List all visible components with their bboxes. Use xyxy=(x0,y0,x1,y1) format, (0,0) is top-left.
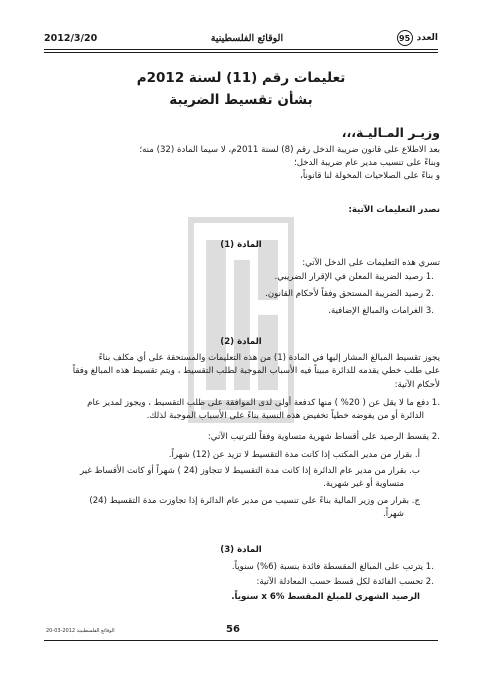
article-1-item xyxy=(42,306,434,317)
article-2-subitem: ب. بقرار من مدير عام الدائرة إذا كانت مدة التقسيط لا تتجاوز (24 ) شهراً أو كانت الأقساط غير xyxy=(80,466,420,476)
issue-statement: نصدر التعليمات الآتية: xyxy=(348,205,440,215)
item-number: .2 xyxy=(425,289,434,299)
article-2-paragraph-line: يجوز تقسيط المبالغ المشار إليها في المادة (1) من هذه التعليمات والمستحقة على أي مكلف بناءً xyxy=(98,353,440,363)
issue-label: العدد xyxy=(416,33,438,43)
article-2-item-1-line: .1 دفع ما لا يقل عن ( 20% ) منها كدفعة أولى لدى الموافقة على طلب التقسيط ، ويجوز لمدير عام xyxy=(87,398,440,408)
article-2-item-2: .2 يقسط الرصيد على أقساط شهرية متساوية وفقاً للترتيب الآتي: xyxy=(207,432,440,442)
article-1-heading: المادة (1) xyxy=(220,240,262,250)
article-3-heading: المادة (3) xyxy=(220,545,262,555)
preamble-line: و بناءً على الصلاحيات المخولة لنا قانوناً، xyxy=(300,171,440,181)
article-2-item-1-line: الدائرة أو من يفوضه خطياً تخفيض هذه النسبة بناءً على الأسباب الموجبة لذلك. xyxy=(146,411,424,421)
page-number: 56 xyxy=(226,624,240,635)
document-subtitle: بشأن تقسيط الضريبة xyxy=(169,92,313,108)
preamble-line: وبناءً على تنسيب مدير عام ضريبة الدخل؛ xyxy=(293,158,440,168)
issue-block xyxy=(397,30,438,46)
minister-heading: وزيـر المـاليـة،،، xyxy=(341,125,440,140)
item-text: رصيد الضريبة المستحق وفقاً لأحكام القانون. xyxy=(265,289,424,299)
article-2-subitem: ج. بقرار من وزير المالية بناءً على تنسيب من مدير عام الدائرة إذا تجاوزت مدة التقسيط (24) xyxy=(89,496,420,506)
preamble-line: بعد الاطلاع على قانون ضريبة الدخل رقم (8) لسنة 2011م، لا سيما المادة (32) منه؛ xyxy=(139,145,440,155)
header-divider xyxy=(44,49,438,50)
article-3-item: .1 يترتب على المبالغ المقسطة فائدة بنسبة (6%) سنوياً. xyxy=(231,562,434,572)
article-3-item: .2 تحسب الفائدة لكل قسط حسب المعادلة الآتية: xyxy=(256,577,434,587)
gazette-name: الوقائع الفلسطينية xyxy=(210,32,284,44)
article-3-formula: الرصيد الشهري للمبلغ المقسط x 6% سنوياً. xyxy=(231,592,420,602)
article-1-intro: تسري هذه التعليمات على الدخل الآتي: xyxy=(302,258,440,268)
article-2-paragraph-line: لأحكام الآتية: xyxy=(394,380,440,390)
article-1-item xyxy=(42,289,434,300)
footer-note: الوقائع الفلسطينية 2012-03-20 xyxy=(46,628,115,634)
item-number: .1 xyxy=(425,272,434,282)
article-2-heading: المادة (2) xyxy=(220,337,262,347)
issue-number: 95 xyxy=(397,30,413,46)
article-1-item xyxy=(42,272,434,283)
item-text: الغرامات والمبالغ الإضافية. xyxy=(328,306,424,316)
item-number: .3 xyxy=(425,306,434,316)
article-2-subitem: متساوية أو غير شهرية. xyxy=(323,479,404,489)
document-title: تعليمات رقم (11) لسنة 2012م xyxy=(136,70,346,86)
page-header xyxy=(44,28,438,48)
article-2-paragraph-line: على طلب خطي يقدمه للدائرة مبيناً فيه الأسباب الموجبة لطلب التقسيط ، ويتم تقسيط هذه المبالغ وفقاً xyxy=(72,366,440,376)
article-2-subitem: أ. بقرار من مدير المكتب إذا كانت مدة التقسيط لا تزيد عن (12) شهراً. xyxy=(168,450,420,460)
item-text: رصيد الضريبة المعلن في الإقرار الضريبي. xyxy=(274,272,424,282)
article-2-subitem: شهراً. xyxy=(382,509,404,519)
header-divider-thin xyxy=(44,52,438,53)
footer-divider xyxy=(44,640,438,641)
header-date: 2012/3/20 xyxy=(44,32,98,44)
